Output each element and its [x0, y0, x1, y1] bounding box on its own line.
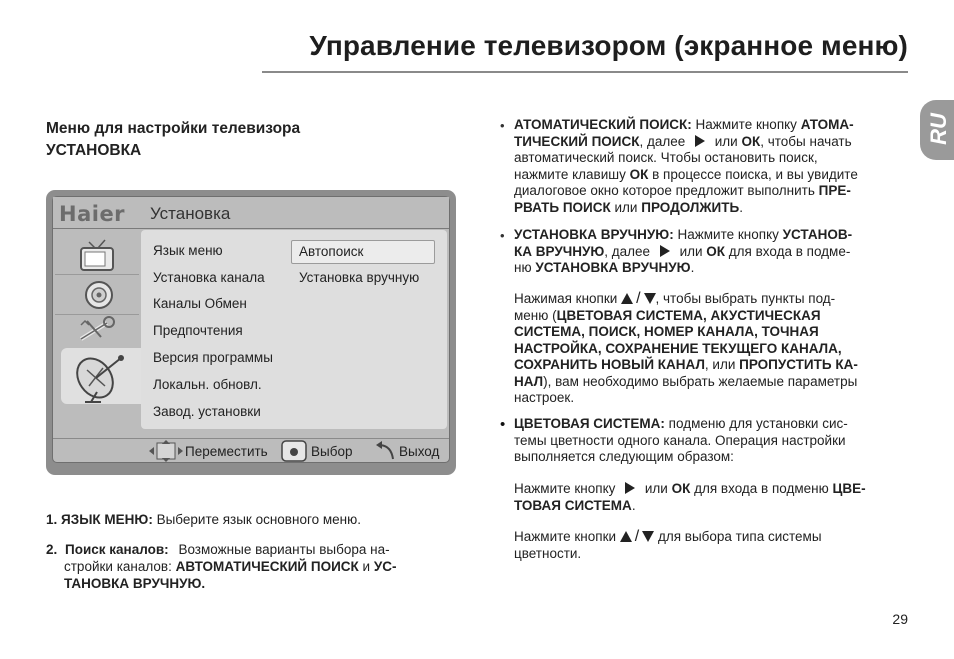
para-text: для входа в подме- [725, 243, 851, 259]
para-text: или [610, 199, 642, 215]
para-text: , чтобы выбрать пункты под- [655, 291, 836, 306]
para-text: Нажмите кнопки [514, 529, 620, 544]
para-text: . [631, 497, 636, 513]
para-text: или [711, 133, 742, 149]
menu-item-software-version[interactable]: Версия программы [153, 350, 273, 365]
down-arrow-icon [642, 531, 654, 542]
para-text: Нажмите кнопку [691, 117, 801, 132]
ok-button-icon [281, 440, 307, 467]
bullet: • [500, 416, 506, 433]
list-term: ТАНОВКА ВРУЧНУЮ. [64, 576, 206, 591]
para-text: в процессе поиска, и вы увидите [648, 166, 858, 182]
slash-separator: / [636, 290, 641, 307]
para-select-submenu [514, 291, 906, 407]
menu-item-preferences[interactable]: Предпочтения [153, 323, 243, 338]
para-term: ОК [629, 166, 649, 182]
para-term: УСТАНОВ- [782, 227, 853, 242]
tv-menu-header [53, 197, 449, 229]
list-term: ЯЗЫК МЕНЮ: [61, 512, 153, 527]
menu-item-channel-setup[interactable]: Установка канала [153, 270, 265, 285]
para-text: выполняется следующим образом: [514, 449, 734, 464]
option-manual-setup[interactable]: Установка вручную [299, 270, 420, 285]
section-title: Меню для настройки телевизора [46, 120, 301, 137]
para-text: , далее [639, 133, 690, 149]
up-arrow-icon [620, 531, 632, 542]
para-term: ЦВЕТОВАЯ СИСТЕМА: [514, 416, 665, 431]
slash-separator: / [634, 528, 640, 545]
section-subtitle: УСТАНОВКА [46, 142, 142, 159]
para-term: РВАТЬ ПОИСК [514, 199, 611, 215]
para-text: темы цветности одного канала. Операция настройки [514, 432, 846, 448]
list-item-channel-search [46, 541, 456, 592]
para-term: НАСТРОЙКА, СОХРАНЕНИЕ ТЕКУЩЕГО КАНАЛА, [514, 340, 842, 356]
para-term: УСТАНОВКА ВРУЧНУЮ: [514, 227, 674, 242]
title-divider [262, 71, 908, 73]
list-term: Поиск каналов: [65, 542, 169, 557]
para-term: ПРОПУСТИТЬ КА- [739, 357, 858, 372]
para-text: цветности. [514, 545, 582, 561]
bullet: • [500, 228, 505, 243]
tv-menu-window [52, 196, 450, 463]
list-term: УС- [373, 559, 397, 574]
bullet: • [500, 118, 505, 133]
para-term: ЦВЕ- [832, 481, 866, 496]
para-press-enter [514, 481, 906, 514]
para-text: Нажимая кнопки [514, 291, 622, 306]
right-arrow-icon [625, 482, 635, 494]
para-text: для входа в подменю [690, 481, 833, 496]
tv-icon[interactable] [67, 238, 127, 272]
page-number: 29 [892, 611, 908, 627]
para-text: диалоговое окно которое предложит выполнить [514, 183, 819, 198]
menu-item-language[interactable]: Язык меню [153, 243, 223, 258]
page-title: Управление телевизором (экранное меню) [309, 30, 908, 61]
haier-logo: Haier [59, 202, 126, 226]
right-arrow-icon [660, 245, 670, 257]
footer-move-label: Переместить [185, 444, 268, 459]
para-auto-search [514, 117, 906, 216]
para-term: АТОМА- [800, 117, 854, 132]
para-text: или [641, 481, 672, 496]
para-text: , далее [604, 243, 654, 259]
footer-select-label: Выбор [311, 444, 353, 459]
para-text: меню ( [514, 307, 557, 323]
tv-menu-screenshot [46, 190, 456, 475]
para-manual-setup [514, 227, 906, 277]
list-number: 2. [46, 542, 58, 557]
sidebar-divider [55, 274, 139, 275]
back-arrow-icon [375, 441, 397, 466]
para-text: подменю для установки сис- [664, 416, 848, 431]
list-text: Выберите язык основного меню. [156, 512, 361, 527]
para-term: НАЛ [514, 373, 544, 389]
para-text: ню [514, 260, 536, 275]
option-auto-search[interactable]: Автопоиск [299, 244, 364, 259]
para-text: или [675, 243, 707, 259]
para-term: ОК [741, 133, 761, 149]
speaker-icon[interactable] [67, 278, 127, 312]
para-term: ПРЕ- [818, 183, 851, 198]
para-term: СОХРАНИТЬ НОВЫЙ КАНАЛ [514, 357, 705, 372]
para-term: ТИЧЕСКИЙ ПОИСК [514, 133, 640, 149]
tv-menu-footer [53, 438, 449, 462]
para-press-select [514, 529, 906, 562]
para-text: . [690, 260, 695, 275]
menu-item-factory-reset[interactable]: Завод. установки [153, 404, 261, 419]
right-arrow-icon [695, 135, 705, 147]
para-text: Нажмите кнопку [514, 481, 620, 496]
para-term: КА ВРУЧНУЮ [514, 243, 605, 259]
para-term: УСТАНОВКА ВРУЧНУЮ [535, 260, 691, 275]
para-text: , чтобы начать [760, 133, 852, 149]
menu-item-channel-swap[interactable]: Каналы Обмен [153, 296, 247, 311]
para-text: нажмите клавишу [514, 166, 630, 182]
footer-exit-label: Выход [399, 444, 440, 459]
para-text: Нажмите кнопку [673, 227, 783, 242]
para-term: ТОВАЯ СИСТЕМА [514, 497, 632, 513]
tv-menu-title: Установка [150, 204, 231, 223]
tools-icon[interactable] [67, 315, 127, 349]
para-term: АТОМАТИЧЕСКИЙ ПОИСК: [514, 117, 692, 132]
para-term: ОК [671, 481, 691, 496]
down-arrow-icon [644, 293, 656, 304]
navigate-arrows-icon [149, 440, 183, 467]
tv-menu-panel [141, 230, 447, 429]
para-text: автоматический поиск. Чтобы остановить поиск, [514, 150, 818, 165]
para-text: для выбора типа системы [654, 529, 822, 544]
list-term: АВТОМАТИЧЕСКИЙ ПОИСК [175, 559, 359, 574]
para-text: ), вам необходимо выбрать желаемые параметры [543, 373, 858, 389]
up-arrow-icon [621, 293, 633, 304]
list-text: стройки каналов: [64, 559, 176, 574]
para-term: ПРОДОЛЖИТЬ [641, 199, 740, 215]
para-term: ЦВЕТОВАЯ СИСТЕМА, АКУСТИЧЕСКАЯ [556, 307, 821, 323]
para-text: , или [704, 357, 740, 372]
para-term: ОК [706, 243, 726, 259]
tv-menu-sidebar [53, 230, 141, 428]
list-text: Возможные варианты выбора на- [178, 542, 390, 557]
para-text: . [739, 199, 743, 215]
para-color-system [514, 416, 906, 466]
language-tab-label: RU [925, 113, 951, 145]
satellite-dish-icon[interactable] [61, 348, 141, 404]
list-item-menu-language [46, 511, 361, 528]
list-number: 1. [46, 512, 58, 527]
language-tab [920, 100, 954, 160]
para-text: настроек. [514, 390, 575, 405]
para-term: СИСТЕМА, ПОИСК, НОМЕР КАНАЛА, ТОЧНАЯ [514, 324, 819, 339]
list-text: и [358, 559, 374, 574]
menu-item-local-update[interactable]: Локальн. обновл. [153, 377, 262, 392]
